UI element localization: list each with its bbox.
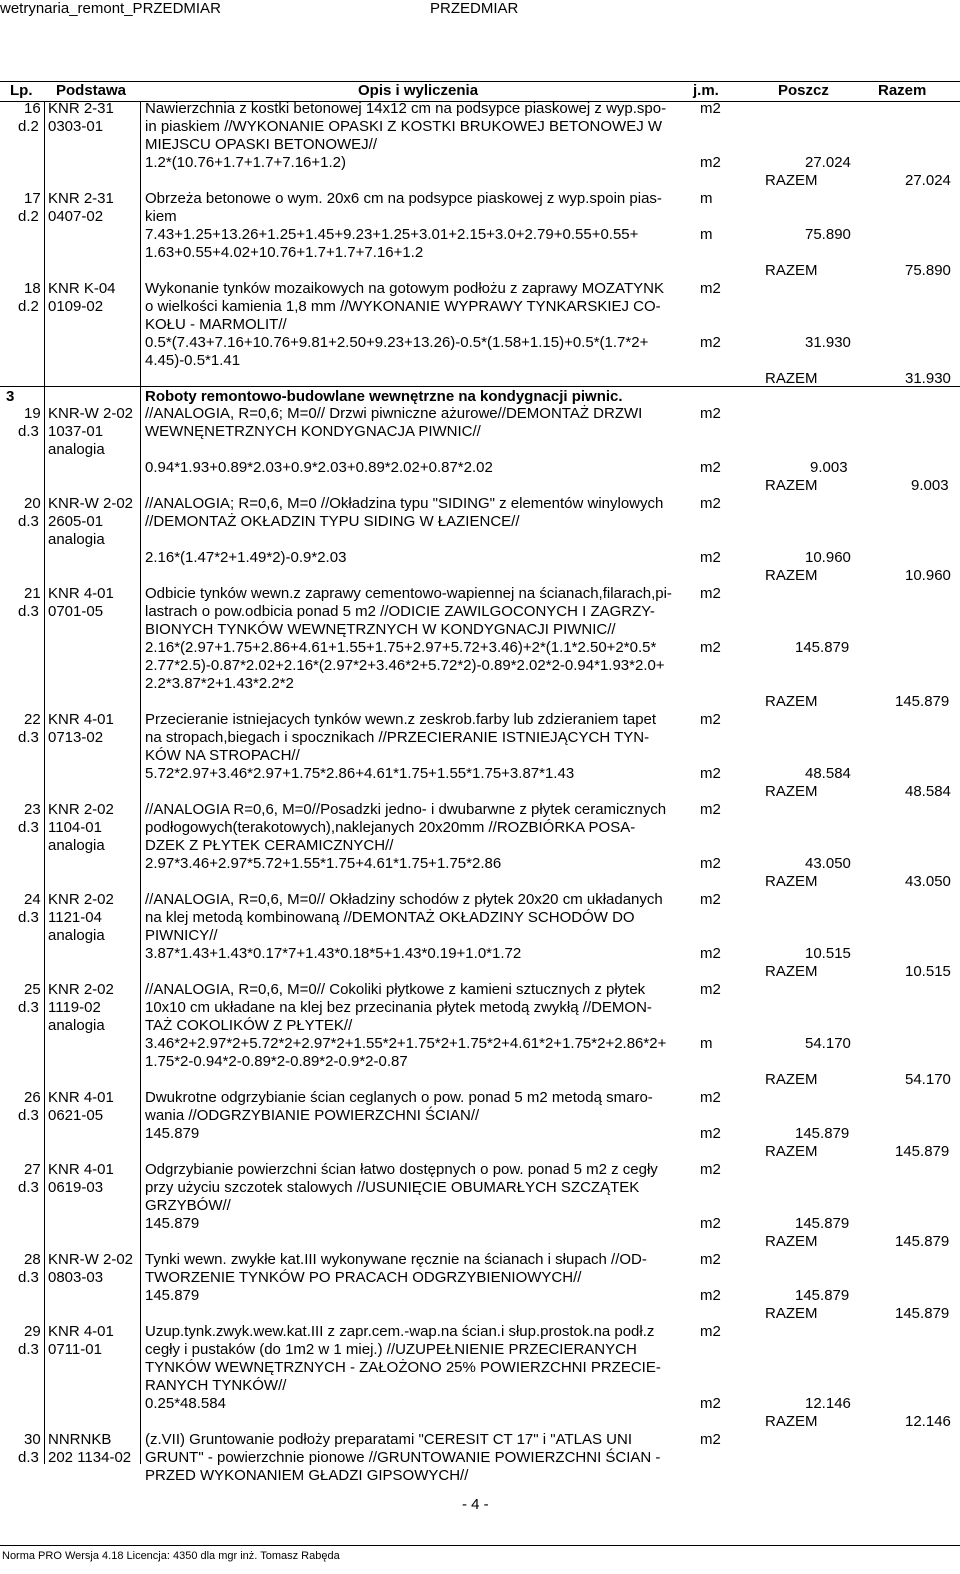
cell-text: 145.879: [895, 1305, 950, 1322]
cell-text: Przecieranie istniejacych tynków wewn.z zeskrob.farby lub zdzieraniem tapet: [145, 711, 657, 728]
cell-text: //ANALOGIA, R=0,6, M=0// Cokoliki płytkowe z kamieni sztucznych z płytek: [145, 981, 646, 998]
cell-text: 43.050: [805, 855, 851, 872]
cell-text: 5.72*2.97+3.46*2.97+1.75*2.86+4.61*1.75+1.55*1.75+3.87*1.43: [145, 765, 575, 782]
cell-text: m2: [700, 495, 721, 512]
cell-text: m2: [700, 1125, 721, 1142]
cell-text: m2: [700, 981, 721, 998]
cell-text: 28: [24, 1251, 41, 1268]
cell-text: m2: [700, 891, 721, 908]
cell-text: RAZEM: [765, 1071, 818, 1088]
cell-text: 0.25*48.584: [145, 1395, 226, 1412]
cell-text: m2: [700, 801, 721, 818]
cell-text: 10.515: [905, 963, 951, 980]
cell-text: 48.584: [805, 765, 851, 782]
cell-text: //DEMONTAŻ OKŁADZIN TYPU SIDING W ŁAZIENCE//: [145, 513, 520, 530]
cell-text: RAZEM: [765, 477, 818, 494]
cell-text: KÓW NA STROPACH//: [145, 747, 300, 764]
cell-text: //ANALOGIA, R=0,6, M=0// Okładziny schodów z płytek 20x20 cm układanych: [145, 891, 663, 908]
cell-text: 0303-01: [48, 118, 104, 135]
cell-text: //ANALOGIA, R=0,6; M=0// Drzwi piwniczne ażurowe//DEMONTAŻ DRZWI: [145, 405, 643, 422]
cell-text: m2: [700, 711, 721, 728]
cell-text: m2: [700, 585, 721, 602]
cell-text: m2: [700, 1323, 721, 1340]
cell-text: d.3: [18, 909, 39, 926]
cell-text: KNR-W 2-02: [48, 405, 134, 422]
cell-text: d.2: [18, 118, 39, 135]
cell-text: cegły i pustaków (do 1m2 w 1 miej.) //UZUPEŁNIENIE PRZECIERANYCH: [145, 1341, 637, 1358]
cell-text: analogia: [48, 837, 105, 854]
cell-text: RAZEM: [765, 1233, 818, 1250]
cell-text: 75.890: [805, 226, 851, 243]
cell-text: 43.050: [905, 873, 951, 890]
cell-text: Wykonanie tynków mozaikowych na gotowym podłożu z zaprawy MOZATYNK: [145, 280, 664, 297]
cell-text: m2: [700, 405, 721, 422]
cell-text: 30: [24, 1431, 41, 1448]
cell-text: 145.879: [145, 1287, 200, 1304]
cell-text: 2605-01: [48, 513, 104, 530]
cell-text: na stropach,biegach i spocznikach //PRZECIERANIE ISTNIEJĄCYCH TYN-: [145, 729, 650, 746]
cell-text: d.3: [18, 513, 39, 530]
cell-text: d.3: [18, 1449, 39, 1466]
cell-text: KNR 2-31: [48, 100, 114, 117]
cell-text: KNR 4-01: [48, 711, 114, 728]
cell-text: Uzup.tynk.zwyk.wew.kat.III z zapr.cem.-wap.na ścian.i słup.prostok.na podł.z: [145, 1323, 655, 1340]
cell-text: m2: [700, 639, 721, 656]
document-title: PRZEDMIAR: [430, 0, 519, 17]
cell-text: 3.87*1.43+1.43*0.17*7+1.43*0.18*5+1.43*0.19+1.0*1.72: [145, 945, 522, 962]
col-podstawa: Podstawa: [56, 82, 127, 99]
cell-text: 7.43+1.25+13.26+1.25+1.45+9.23+1.25+3.01+2.15+3.0+2.79+0.55+0.55+: [145, 226, 639, 243]
cell-text: 0109-02: [48, 298, 104, 315]
col-opis: Opis i wyliczenia: [358, 82, 479, 99]
cell-text: 2.16*(2.97+1.75+2.86+4.61+1.55+1.75+2.97+5.72+3.46)+2*(1.1*2.50+2*0.5*: [145, 639, 657, 656]
cell-text: Nawierzchnia z kostki betonowej 14x12 cm na podsypce piaskowej z wyp.spo-: [145, 100, 667, 117]
cell-text: 54.170: [905, 1071, 951, 1088]
cell-text: d.3: [18, 423, 39, 440]
cell-text: 21: [24, 585, 41, 602]
col-jm: j.m.: [693, 82, 719, 99]
cell-text: d.3: [18, 819, 39, 836]
cell-text: 9.003: [810, 459, 848, 476]
cell-text: 22: [24, 711, 41, 728]
cell-text: m2: [700, 334, 721, 351]
cell-text: WEWNĘNETRZNYCH KONDYGNACJA PIWNIC//: [145, 423, 481, 440]
cell-text: Roboty remontowo-budowlane wewnętrzne na kondygnacji piwnic.: [145, 388, 623, 405]
cell-text: 18: [24, 280, 41, 297]
cell-text: 27.024: [805, 154, 851, 171]
cell-text: RAZEM: [765, 783, 818, 800]
cell-text: 0701-05: [48, 603, 104, 620]
cell-text: 3.46*2+2.97*2+5.72*2+2.97*2+1.55*2+1.75*2+1.75*2+4.61*2+1.75*2+2.86*2+: [145, 1035, 667, 1052]
cell-text: d.3: [18, 999, 39, 1016]
cell-text: KNR 2-02: [48, 891, 114, 908]
cell-text: KNR 2-02: [48, 981, 114, 998]
cell-text: KNR 4-01: [48, 585, 114, 602]
cell-text: kiem: [145, 208, 177, 225]
cell-text: m2: [700, 1395, 721, 1412]
cell-text: 3: [6, 388, 15, 405]
cell-text: 75.890: [905, 262, 951, 279]
cell-text: 16: [24, 100, 41, 117]
cell-text: Dwukrotne odgrzybianie ścian ceglanych o pow. ponad 5 m2 metodą smaro-: [145, 1089, 653, 1106]
cell-text: KNR 2-02: [48, 801, 114, 818]
cell-text: KNR 2-31: [48, 190, 114, 207]
footer-border: [0, 1545, 960, 1546]
cell-text: analogia: [48, 531, 105, 548]
cell-text: d.2: [18, 208, 39, 225]
cell-text: 2.97*3.46+2.97*5.72+1.55*1.75+4.61*1.75+1.75*2.86: [145, 855, 502, 872]
cell-text: d.3: [18, 1107, 39, 1124]
cell-text: 19: [24, 405, 41, 422]
cell-text: m2: [700, 855, 721, 872]
cell-text: KNR 4-01: [48, 1089, 114, 1106]
cell-text: 1119-02: [48, 999, 101, 1016]
cell-text: 4.45)-0.5*1.41: [145, 352, 241, 369]
cell-text: m2: [700, 1431, 721, 1448]
cell-text: RAZEM: [765, 963, 818, 980]
cell-text: m2: [700, 1089, 721, 1106]
cell-text: 23: [24, 801, 41, 818]
cell-text: 0.5*(7.43+7.16+10.76+9.81+2.50+9.23+13.26)-0.5*(1.58+1.15)+0.5*(1.7*2+: [145, 334, 649, 351]
cell-text: 2.77*2.5)-0.87*2.02+2.16*(2.97*2+3.46*2+5.72*2)-0.89*2.02*2-0.94*1.93*2.0+: [145, 657, 665, 674]
cell-text: MIEJSCU OPASKI BETONOWEJ//: [145, 136, 377, 153]
cell-text: 0621-05: [48, 1107, 104, 1124]
cell-text: KNR K-04: [48, 280, 116, 297]
cell-text: o wielkości kamienia 1,8 mm //WYKONANIE WYPRAWY TYNKARSKIEJ CO-: [145, 298, 661, 315]
cell-text: d.3: [18, 1341, 39, 1358]
cell-text: 145.879: [895, 1143, 950, 1160]
cell-text: 1104-01: [48, 819, 102, 836]
cell-text: 145.879: [895, 693, 950, 710]
cell-text: 0713-02: [48, 729, 104, 746]
cell-text: analogia: [48, 1017, 105, 1034]
cell-text: 31.930: [805, 334, 851, 351]
cell-text: 27.024: [905, 172, 951, 189]
footer-license: Norma PRO Wersja 4.18 Licencja: 4350 dla mgr inż. Tomasz Rabęda: [2, 1550, 340, 1562]
cell-text: lastrach o pow.odbicia ponad 5 m2 //ODICIE ZAWILGOCONYCH I ZAGRZY-: [145, 603, 655, 620]
cell-text: 26: [24, 1089, 41, 1106]
cell-text: TWORZENIE TYNKÓW PO PRACACH ODGRZYBIENIOWYCH//: [145, 1269, 582, 1286]
cell-text: 20: [24, 495, 41, 512]
cell-text: DZEK Z PŁYTEK CERAMICZNYCH//: [145, 837, 394, 854]
cell-text: KNR 4-01: [48, 1161, 114, 1178]
cell-text: KNR 4-01: [48, 1323, 114, 1340]
cell-text: wania //ODGRZYBIANIE POWIERZCHNI ŚCIAN//: [145, 1107, 480, 1124]
cell-text: 1.2*(10.76+1.7+1.7+7.16+1.2): [145, 154, 347, 171]
cell-text: //ANALOGIA R=0,6, M=0//Posadzki jedno- i dwubarwne z płytek ceramicznych: [145, 801, 667, 818]
cell-text: d.3: [18, 1179, 39, 1196]
cell-text: 202 1134-02: [48, 1449, 132, 1466]
cell-text: 145.879: [795, 1287, 850, 1304]
cell-text: m: [700, 190, 713, 207]
cell-text: 9.003: [911, 477, 949, 494]
cell-text: 145.879: [895, 1233, 950, 1250]
cell-text: d.2: [18, 298, 39, 315]
cell-text: KOŁU - MARMOLIT//: [145, 316, 287, 333]
cell-text: 27: [24, 1161, 41, 1178]
cell-text: 10x10 cm układane na klej bez przecinania płytek metodą zwykłą //DEMON-: [145, 999, 652, 1016]
cell-text: GRZYBÓW//: [145, 1197, 231, 1214]
cell-text: PRZED WYKONANIEM GŁADZI GIPSOWYCH//: [145, 1467, 469, 1484]
cell-text: 1.63+0.55+4.02+10.76+1.7+1.7+7.16+1.2: [145, 244, 424, 261]
cell-text: (z.VII) Gruntowanie podłoży preparatami "CERESIT CT 17" i "ATLAS UNI: [145, 1431, 632, 1448]
cell-text: RANYCH TYNKÓW//: [145, 1377, 287, 1394]
cell-text: m2: [700, 1161, 721, 1178]
cell-text: 17: [24, 190, 41, 207]
cell-text: 145.879: [145, 1125, 200, 1142]
cell-text: 0803-03: [48, 1269, 104, 1286]
cell-text: m2: [700, 1251, 721, 1268]
cell-text: 145.879: [795, 1125, 850, 1142]
cell-text: d.3: [18, 1269, 39, 1286]
cell-text: m2: [700, 154, 721, 171]
cell-text: RAZEM: [765, 693, 818, 710]
document-filename: wetrynaria_remont_PRZEDMIAR: [0, 0, 221, 17]
cell-text: KNR-W 2-02: [48, 495, 134, 512]
cell-text: 25: [24, 981, 41, 998]
cell-text: m2: [700, 459, 721, 476]
cell-text: m2: [700, 945, 721, 962]
cell-text: przy użyciu szczotek stalowych //USUNIĘCIE OBUMARŁYCH SZCZĄTEK: [145, 1179, 640, 1196]
cell-text: 2.16*(1.47*2+1.49*2)-0.9*2.03: [145, 549, 347, 566]
col-razem: Razem: [878, 82, 927, 99]
cell-text: na klej metodą kombinowaną //DEMONTAŻ OKŁADZINY SCHODÓW DO: [145, 909, 635, 926]
cell-text: 145.879: [795, 639, 850, 656]
cell-text: analogia: [48, 927, 105, 944]
cell-text: RAZEM: [765, 873, 818, 890]
cell-text: RAZEM: [765, 262, 818, 279]
cell-text: m2: [700, 1215, 721, 1232]
cell-text: 12.146: [805, 1395, 851, 1412]
cell-text: 12.146: [905, 1413, 951, 1430]
cell-text: 145.879: [145, 1215, 200, 1232]
cell-text: 145.879: [795, 1215, 850, 1232]
cell-text: KNR-W 2-02: [48, 1251, 134, 1268]
cell-text: m: [700, 1035, 713, 1052]
cell-text: RAZEM: [765, 567, 818, 584]
cell-text: Odgrzybianie powierzchni ścian łatwo dostępnych o pow. ponad 5 m2 z cegły: [145, 1161, 658, 1178]
cell-text: //ANALOGIA; R=0,6, M=0 //Okładzina typu "SIDING" z elementów winylowych: [145, 495, 664, 512]
cell-text: RAZEM: [765, 172, 818, 189]
cell-text: m2: [700, 1287, 721, 1304]
cell-text: RAZEM: [765, 1143, 818, 1160]
col-poszcz: Poszcz: [778, 82, 829, 99]
cell-text: analogia: [48, 441, 105, 458]
cell-text: in piaskiem //WYKONANIE OPASKI Z KOSTKI BRUKOWEJ BETONOWEJ W: [145, 118, 663, 135]
cell-text: m: [700, 226, 713, 243]
cell-text: Odbicie tynków wewn.z zaprawy cementowo-wapiennej na ścianach,filarach,pi-: [145, 585, 672, 602]
cell-text: Tynki wewn. zwykłe kat.III wykonywane ręcznie na ścianach i słupach //OD-: [145, 1251, 647, 1268]
cell-text: TYNKÓW WEWNĘTRZNYCH - ZAŁOŻONO 25% POWIERZCHNI PRZECIE-: [145, 1359, 661, 1376]
cell-text: 54.170: [805, 1035, 851, 1052]
cell-text: m2: [700, 280, 721, 297]
cell-text: d.3: [18, 729, 39, 746]
cell-text: 0711-01: [48, 1341, 102, 1358]
cell-text: RAZEM: [765, 1305, 818, 1322]
cell-text: TAŻ COKOLIKÓW Z PŁYTEK//: [145, 1017, 353, 1034]
cell-text: 24: [24, 891, 41, 908]
cell-text: 48.584: [905, 783, 951, 800]
cell-text: d.3: [18, 603, 39, 620]
col-lp: Lp.: [10, 82, 33, 99]
page-number: - 4 -: [462, 1496, 489, 1513]
cell-text: 31.930: [905, 370, 951, 387]
cell-text: RAZEM: [765, 1413, 818, 1430]
cell-text: Obrzeża betonowe o wym. 20x6 cm na podsypce piaskowej z wyp.spoin pias-: [145, 190, 662, 207]
cell-text: 1.75*2-0.94*2-0.89*2-0.89*2-0.9*2-0.87: [145, 1053, 408, 1070]
cell-text: 10.960: [905, 567, 951, 584]
cell-text: RAZEM: [765, 370, 818, 387]
cell-text: 2.2*3.87*2+1.43*2.2*2: [145, 675, 294, 692]
cell-text: GRUNT" - powierzchnie pionowe //GRUNTOWANIE POWIERZCHNI ŚCIAN -: [145, 1449, 661, 1466]
cell-text: 10.515: [805, 945, 851, 962]
cell-text: PIWNICY//: [145, 927, 218, 944]
cell-text: NNRNKB: [48, 1431, 112, 1448]
cell-text: m2: [700, 549, 721, 566]
cell-text: m2: [700, 100, 721, 117]
cell-text: 29: [24, 1323, 41, 1340]
cell-text: BIONYCH TYNKÓW WEWNĘTRZNYCH W KONDYGNACJI PIWNIC//: [145, 621, 616, 638]
cell-text: 0619-03: [48, 1179, 104, 1196]
cell-text: 10.960: [805, 549, 851, 566]
cell-text: m2: [700, 765, 721, 782]
cell-text: 1037-01: [48, 423, 104, 440]
cell-text: 0.94*1.93+0.89*2.03+0.9*2.03+0.89*2.02+0.87*2.02: [145, 459, 493, 476]
cell-text: 1121-04: [48, 909, 102, 926]
cell-text: podłogowych(terakotowych),naklejanych 20x20mm //ROZBIÓRKA POSA-: [145, 819, 636, 836]
cell-text: 0407-02: [48, 208, 104, 225]
